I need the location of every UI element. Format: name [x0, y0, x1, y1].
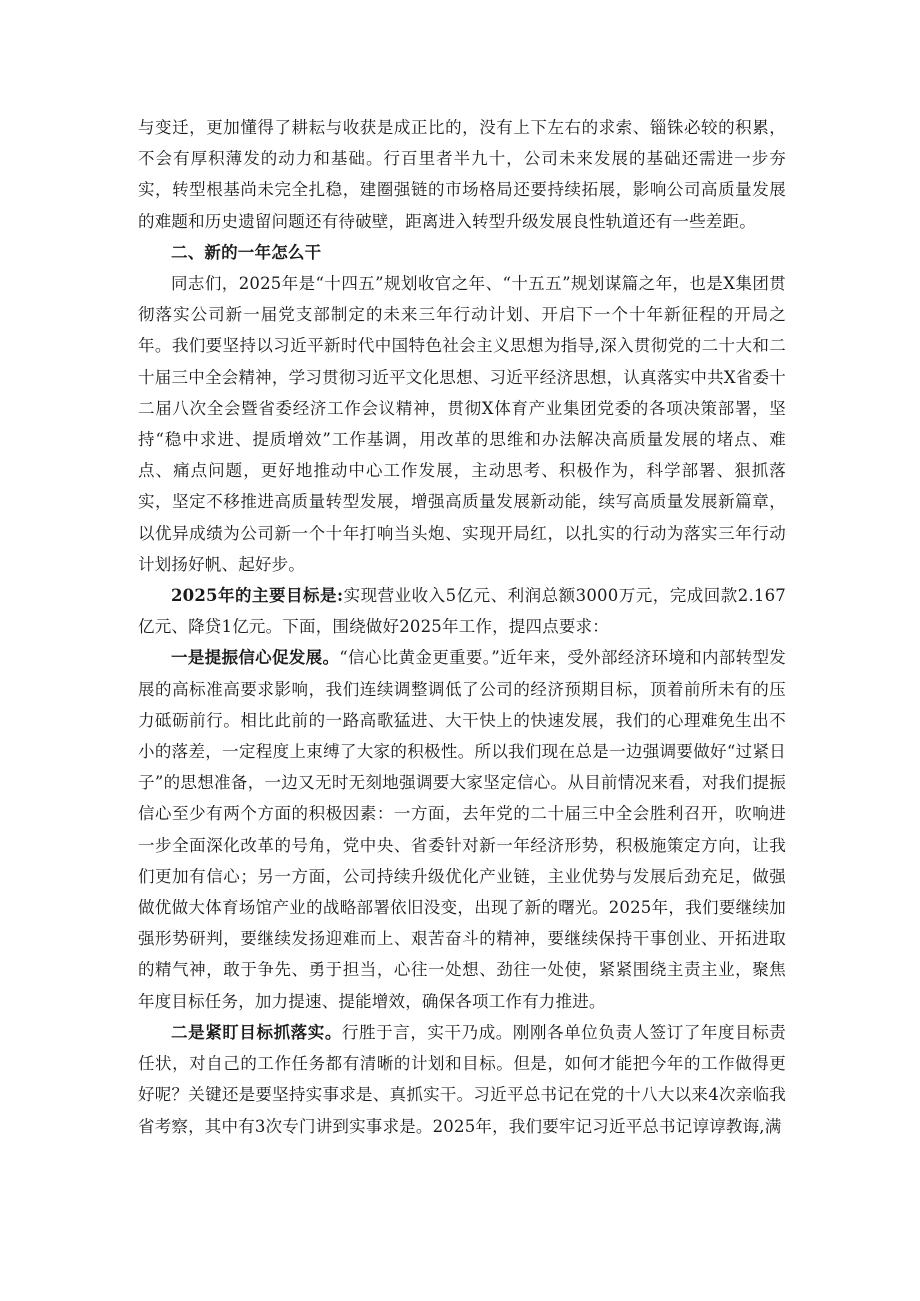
paragraph-goals-lead: 2025年的主要目标是:	[171, 586, 344, 606]
document-body	[138, 112, 786, 1142]
paragraph-intro: 同志们，2025年是“十四五”规划收官之年、“十五五”规划谋篇之年，也是X集团贯彻落实公司新一届党支部制定的未来三年行动计划、开启下一个十年新征程的开局之年。我们要坚持以习近平新时代中国特色社会主义思想为指导,深入贯彻党的二十大和二十届三中全会精神，学习贯彻习近平文化思想、习近平经济思想，认真落实中共X省委十二届八次全会暨省委经济工作会议精神，贯彻X体育产业集团党委的各项决策部署，坚持“稳中求进、提质增效”工作基调，用改革的思维和办法解决高质量发展的堵点、难点、痛点问题，更好地推动中心工作发展，主动思考、积极作为，科学部署、狠抓落实，坚定不移推进高质量转型发展，增强高质量发展新动能，续写高质量发展新篇章，以优异成绩为公司新一个十年打响当头炮、实现开局红，以扎实的行动为落实三年行动计划扬好帆、起好步。	[138, 274, 786, 574]
section-heading: 二、新的一年怎么干	[171, 242, 322, 262]
paragraph-implementation-body: 行胜于言，实干乃成。刚刚各单位负责人签订了年度目标责任状，对自己的工作任务都有清晰的计划和目标。但是，如何才能把今年的工作做得更好呢？关键还是要坚持实事求是、真抓实干。习近平总书记在党的十八大以来4次亲临我省考察，其中有3次专门讲到实事求是。2025年，我们要牢记习近平总书记谆谆教诲,满	[138, 1022, 787, 1136]
paragraph-confidence-lead: 一是提振信心促发展。	[171, 648, 340, 668]
paragraph-goals-body: 实现营业收入5亿元、利润总额3000万元，完成回款2.167亿元、降贷1亿元。下面，围绕做好2025年工作，提四点要求：	[138, 586, 786, 637]
paragraph-confidence-body: “信心比黄金更重要。”近年来，受外部经济环境和内部转型发展的高标准高要求影响，我们连续调整调低了公司的经济预期目标，顶着前所未有的压力砥砺前行。相比此前的一路高歌猛进、大干快上的快速发展，我们的心理难免生出不小的落差，一定程度上束缚了大家的积极性。所以我们现在总是一边强调要做好“过紧日子”的思想准备，一边又无时无刻地强调要大家坚定信心。从目前情况来看，对我们提振信心至少有两个方面的积极因素：一方面，去年党的二十届三中全会胜利召开，吹响进一步全面深化改革的号角，党中央、省委针对新一年经济形势，积极施策定方向，让我们更加有信心；另一方面，公司持续升级优化产业链，主业优势与发展后劲充足，做强做优做大体育场馆产业的战略部署依旧没变，出现了新的曙光。2025年，我们要继续加强形势研判，要继续发扬迎难而上、艰苦奋斗的精神，要继续保持干事创业、开拓进取的精气神，敢于争先、勇于担当，心往一处想、劲往一处使，紧紧围绕主责主业，聚焦年度目标任务，加力提速、提能增效，确保各项工作有力推进。	[138, 648, 786, 1011]
paragraph-implementation	[138, 1017, 786, 1142]
paragraph-confidence	[138, 642, 786, 1016]
paragraph-implementation-lead: 二是紧盯目标抓落实。	[171, 1022, 342, 1042]
paragraph-goals	[138, 580, 786, 642]
paragraph-continuation: 与变迁，更加懂得了耕耘与收获是成正比的，没有上下左右的求索、锱铢必较的积累，不会有厚积薄发的动力和基础。行百里者半九十，公司未来发展的基础还需进一步夯实，转型根基尚未完全扎稳，建圈强链的市场格局还要持续拓展，影响公司高质量发展的难题和历史遗留问题还有待破壁，距离进入转型升级发展良性轨道还有一些差距。	[138, 118, 786, 231]
